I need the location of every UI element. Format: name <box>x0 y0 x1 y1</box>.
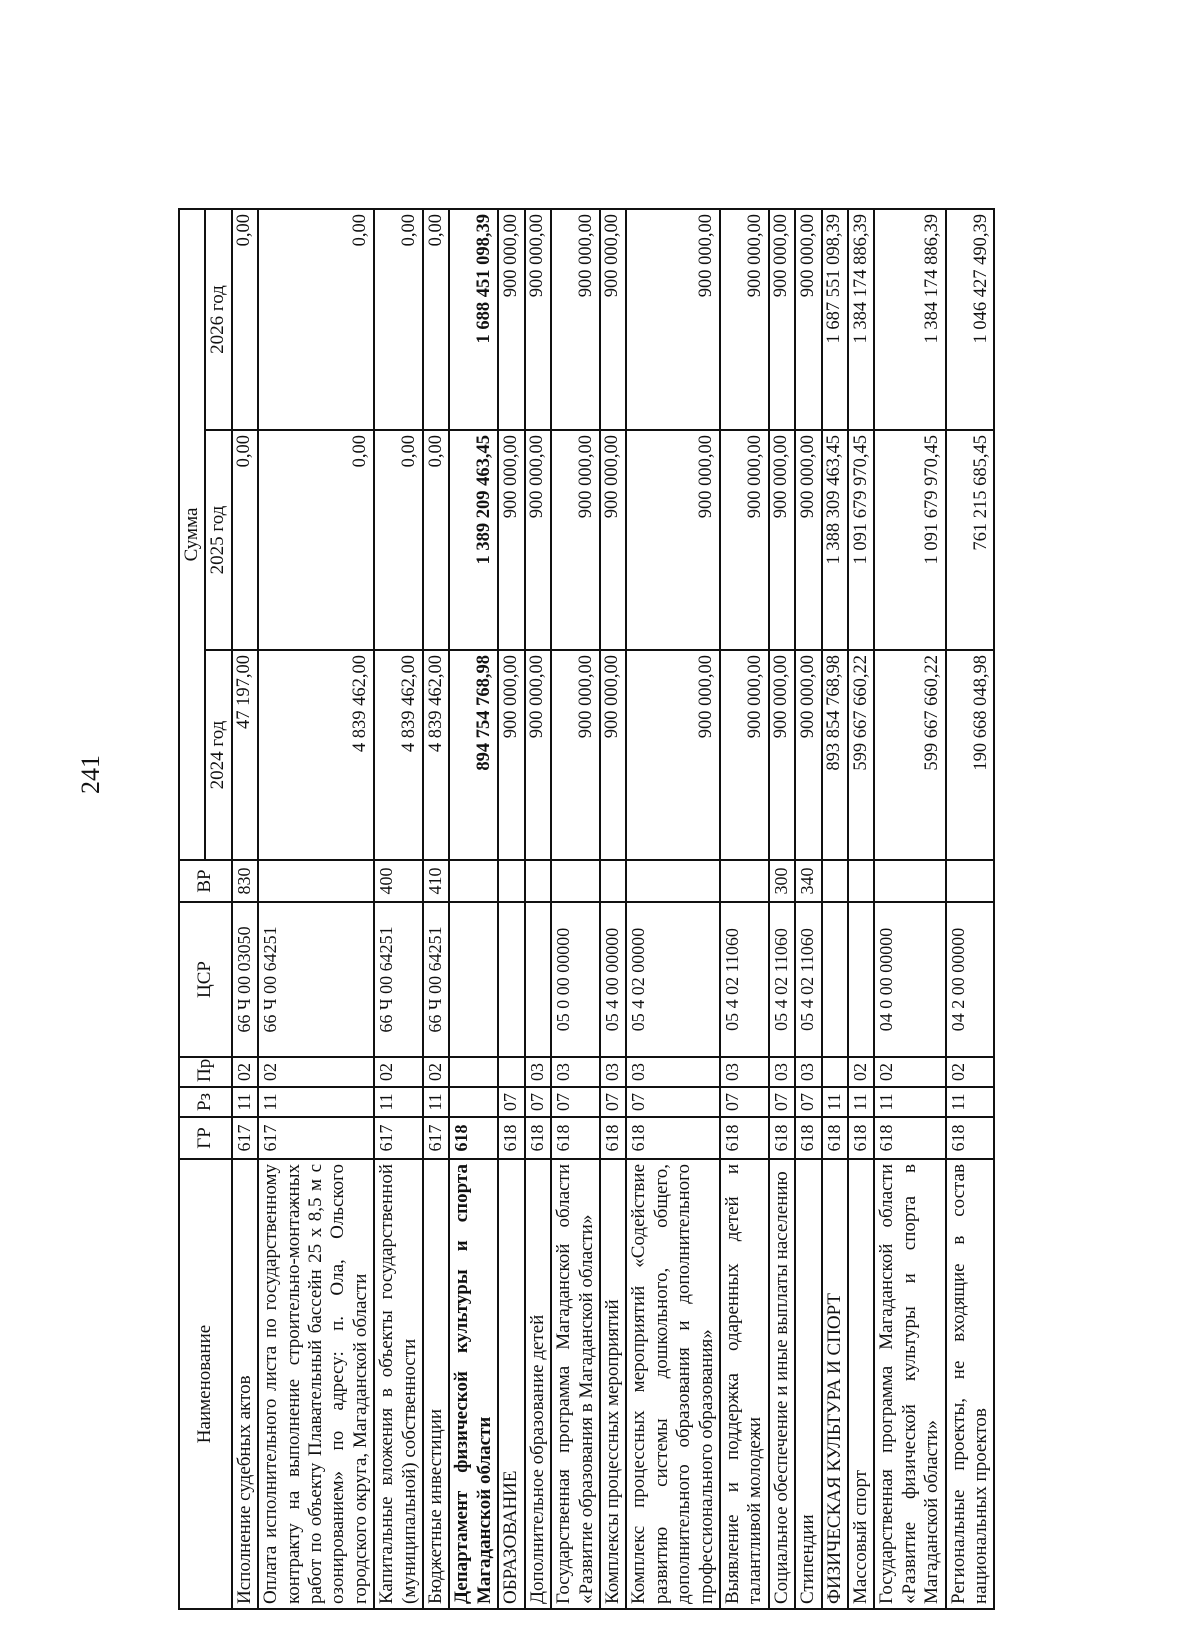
row-name: Государственная программа Магаданской области «Развитие физической культуры и спорта в Магаданской области» <box>874 1159 945 1609</box>
row-pr: 03 <box>795 1057 821 1087</box>
row-pr: 02 <box>423 1057 449 1087</box>
row-gr: 617 <box>258 1117 374 1159</box>
row-name: Оплата исполнительного листа по государственному контракту на выполнение строительно-монтажных работ по объекту Плавательный бассейн 25 х 8,5 м с озонированием» по адресу: п. Ола, Ольского городского округа, Магаданской области <box>258 1159 374 1609</box>
row-rz: 11 <box>232 1087 258 1117</box>
row-pr: 03 <box>720 1057 769 1087</box>
row-rz: 07 <box>551 1087 600 1117</box>
row-amount-2026: 900 000,00 <box>498 209 524 430</box>
table-row <box>795 209 821 1609</box>
header-gr: ГР <box>179 1117 232 1159</box>
row-rz: 11 <box>258 1087 374 1117</box>
row-amount-2026: 900 000,00 <box>795 209 821 430</box>
row-amount-2026: 900 000,00 <box>525 209 551 430</box>
row-vr: 410 <box>423 860 449 902</box>
row-csr <box>822 902 848 1057</box>
row-vr <box>551 860 600 902</box>
row-csr: 04 2 00 00000 <box>946 902 995 1057</box>
table-row <box>498 209 524 1609</box>
row-amount-2024: 4 839 462,00 <box>423 650 449 860</box>
row-amount-2026: 1 687 551 098,39 <box>822 209 848 430</box>
row-gr: 618 <box>848 1117 874 1159</box>
row-csr: 05 0 00 00000 <box>551 902 600 1057</box>
row-name: ОБРАЗОВАНИЕ <box>498 1159 524 1609</box>
row-amount-2026: 900 000,00 <box>600 209 626 430</box>
row-gr: 618 <box>551 1117 600 1159</box>
row-name: Государственная программа Магаданской области «Развитие образования в Магаданской области» <box>551 1159 600 1609</box>
row-amount-2026: 900 000,00 <box>720 209 769 430</box>
row-amount-2024: 4 839 462,00 <box>374 650 423 860</box>
row-pr <box>449 1057 498 1087</box>
row-pr: 02 <box>874 1057 945 1087</box>
row-gr: 618 <box>449 1117 498 1159</box>
row-amount-2026: 900 000,00 <box>626 209 720 430</box>
row-amount-2025: 761 215 685,45 <box>946 430 995 650</box>
row-csr: 05 4 02 00000 <box>626 902 720 1057</box>
row-vr <box>848 860 874 902</box>
table-row <box>374 209 423 1609</box>
row-amount-2026: 900 000,00 <box>769 209 795 430</box>
row-pr: 03 <box>600 1057 626 1087</box>
row-name: Бюджетные инвестиции <box>423 1159 449 1609</box>
row-amount-2025: 1 091 679 970,45 <box>874 430 945 650</box>
row-gr: 618 <box>946 1117 995 1159</box>
row-csr: 05 4 02 11060 <box>720 902 769 1057</box>
row-pr <box>822 1057 848 1087</box>
row-gr: 618 <box>498 1117 524 1159</box>
row-csr: 66 Ч 00 64251 <box>423 902 449 1057</box>
row-amount-2024: 190 668 048,98 <box>946 650 995 860</box>
row-csr <box>525 902 551 1057</box>
row-csr: 05 4 00 00000 <box>600 902 626 1057</box>
row-rz: 07 <box>795 1087 821 1117</box>
row-amount-2026: 900 000,00 <box>551 209 600 430</box>
row-gr: 618 <box>626 1117 720 1159</box>
row-amount-2026: 1 688 451 098,39 <box>449 209 498 430</box>
row-vr <box>946 860 995 902</box>
row-amount-2026: 1 384 174 886,39 <box>874 209 945 430</box>
row-pr <box>498 1057 524 1087</box>
row-gr: 618 <box>822 1117 848 1159</box>
row-pr: 03 <box>551 1057 600 1087</box>
row-vr: 340 <box>795 860 821 902</box>
budget-table <box>178 208 995 1610</box>
table-row <box>946 209 995 1609</box>
row-amount-2025: 0,00 <box>374 430 423 650</box>
row-csr <box>848 902 874 1057</box>
row-csr: 05 4 02 11060 <box>795 902 821 1057</box>
row-amount-2024: 893 854 768,98 <box>822 650 848 860</box>
row-amount-2025: 0,00 <box>232 430 258 650</box>
row-pr: 03 <box>626 1057 720 1087</box>
row-amount-2024: 900 000,00 <box>795 650 821 860</box>
row-rz: 07 <box>720 1087 769 1117</box>
table-row <box>525 209 551 1609</box>
row-vr <box>258 860 374 902</box>
row-gr: 618 <box>795 1117 821 1159</box>
row-rz: 07 <box>498 1087 524 1117</box>
header-name: Наименование <box>179 1159 232 1609</box>
row-rz: 11 <box>874 1087 945 1117</box>
table-row <box>258 209 374 1609</box>
row-vr: 830 <box>232 860 258 902</box>
table-row <box>874 209 945 1609</box>
row-name: Региональные проекты, не входящие в состав национальных проектов <box>946 1159 995 1609</box>
table-row <box>822 209 848 1609</box>
row-amount-2025: 0,00 <box>423 430 449 650</box>
row-gr: 618 <box>720 1117 769 1159</box>
header-pr: Пр <box>179 1057 232 1087</box>
row-rz: 11 <box>423 1087 449 1117</box>
row-amount-2024: 900 000,00 <box>498 650 524 860</box>
table-header <box>179 209 232 1609</box>
row-rz: 07 <box>525 1087 551 1117</box>
row-name: Исполнение судебных актов <box>232 1159 258 1609</box>
table-row <box>848 209 874 1609</box>
row-amount-2025: 900 000,00 <box>720 430 769 650</box>
table-row <box>626 209 720 1609</box>
row-pr: 03 <box>525 1057 551 1087</box>
row-amount-2024: 900 000,00 <box>525 650 551 860</box>
table-body <box>232 209 995 1609</box>
row-amount-2025: 1 389 209 463,45 <box>449 430 498 650</box>
row-rz: 07 <box>600 1087 626 1117</box>
row-amount-2025: 0,00 <box>258 430 374 650</box>
row-vr <box>822 860 848 902</box>
header-2026: 2026 год <box>205 209 231 430</box>
table-row <box>600 209 626 1609</box>
rotated-table-container <box>178 210 1038 1610</box>
row-amount-2026: 0,00 <box>374 209 423 430</box>
row-csr: 05 4 02 11060 <box>769 902 795 1057</box>
row-name: Комплекс процессных мероприятий «Содействие развитию системы дошкольного, общего, дополнительного образования и дополнительного профессионального образования» <box>626 1159 720 1609</box>
row-vr <box>626 860 720 902</box>
row-csr: 04 0 00 00000 <box>874 902 945 1057</box>
row-pr: 02 <box>374 1057 423 1087</box>
row-amount-2026: 1 384 174 886,39 <box>848 209 874 430</box>
header-sum: Сумма <box>179 209 205 860</box>
row-rz: 11 <box>374 1087 423 1117</box>
header-vr: ВР <box>179 860 232 902</box>
row-amount-2025: 900 000,00 <box>769 430 795 650</box>
row-amount-2025: 900 000,00 <box>626 430 720 650</box>
header-2025: 2025 год <box>205 430 231 650</box>
row-vr <box>600 860 626 902</box>
row-vr <box>525 860 551 902</box>
row-rz: 07 <box>626 1087 720 1117</box>
row-pr: 02 <box>848 1057 874 1087</box>
row-amount-2024: 599 667 660,22 <box>874 650 945 860</box>
row-amount-2026: 1 046 427 490,39 <box>946 209 995 430</box>
table-row <box>769 209 795 1609</box>
row-amount-2026: 0,00 <box>258 209 374 430</box>
table-row <box>423 209 449 1609</box>
row-amount-2024: 900 000,00 <box>600 650 626 860</box>
row-csr <box>498 902 524 1057</box>
row-amount-2024: 47 197,00 <box>232 650 258 860</box>
row-name: Дополнительное образование детей <box>525 1159 551 1609</box>
row-gr: 618 <box>525 1117 551 1159</box>
row-name: Социальное обеспечение и иные выплаты населению <box>769 1159 795 1609</box>
row-amount-2025: 900 000,00 <box>600 430 626 650</box>
row-vr <box>874 860 945 902</box>
row-name: Департамент физической культуры и спорта Магаданской области <box>449 1159 498 1609</box>
row-vr <box>449 860 498 902</box>
row-name: Комплексы процессных мероприятий <box>600 1159 626 1609</box>
row-gr: 617 <box>232 1117 258 1159</box>
row-amount-2025: 1 388 309 463,45 <box>822 430 848 650</box>
row-amount-2024: 900 000,00 <box>720 650 769 860</box>
row-name: Стипендии <box>795 1159 821 1609</box>
row-name: Выявление и поддержка одаренных детей и талантливой молодежи <box>720 1159 769 1609</box>
row-name: Капитальные вложения в объекты государственной (муниципальной) собственности <box>374 1159 423 1609</box>
row-rz: 07 <box>769 1087 795 1117</box>
row-pr: 02 <box>946 1057 995 1087</box>
row-csr: 66 Ч 00 64251 <box>374 902 423 1057</box>
row-pr: 02 <box>232 1057 258 1087</box>
table-row <box>449 209 498 1609</box>
row-gr: 618 <box>600 1117 626 1159</box>
row-amount-2025: 900 000,00 <box>525 430 551 650</box>
row-vr <box>720 860 769 902</box>
row-pr: 03 <box>769 1057 795 1087</box>
row-csr: 66 Ч 00 03050 <box>232 902 258 1057</box>
row-amount-2024: 900 000,00 <box>769 650 795 860</box>
row-amount-2025: 900 000,00 <box>551 430 600 650</box>
row-amount-2024: 894 754 768,98 <box>449 650 498 860</box>
row-amount-2025: 900 000,00 <box>795 430 821 650</box>
row-gr: 617 <box>374 1117 423 1159</box>
row-name: ФИЗИЧЕСКАЯ КУЛЬТУРА И СПОРТ <box>822 1159 848 1609</box>
row-amount-2024: 900 000,00 <box>551 650 600 860</box>
row-gr: 618 <box>874 1117 945 1159</box>
table-row <box>720 209 769 1609</box>
row-pr: 02 <box>258 1057 374 1087</box>
row-rz: 11 <box>946 1087 995 1117</box>
page-number: 241 <box>76 755 105 794</box>
header-2024: 2024 год <box>205 650 231 860</box>
row-csr: 66 Ч 00 64251 <box>258 902 374 1057</box>
row-vr: 300 <box>769 860 795 902</box>
table-row <box>232 209 258 1609</box>
table-row <box>551 209 600 1609</box>
row-amount-2026: 0,00 <box>423 209 449 430</box>
row-amount-2026: 0,00 <box>232 209 258 430</box>
row-name: Массовый спорт <box>848 1159 874 1609</box>
row-amount-2025: 1 091 679 970,45 <box>848 430 874 650</box>
row-gr: 618 <box>769 1117 795 1159</box>
row-gr: 617 <box>423 1117 449 1159</box>
row-vr <box>498 860 524 902</box>
row-amount-2024: 599 667 660,22 <box>848 650 874 860</box>
row-amount-2024: 4 839 462,00 <box>258 650 374 860</box>
row-rz: 11 <box>822 1087 848 1117</box>
header-rz: Рз <box>179 1087 232 1117</box>
row-rz <box>449 1087 498 1117</box>
row-csr <box>449 902 498 1057</box>
row-rz: 11 <box>848 1087 874 1117</box>
row-amount-2024: 900 000,00 <box>626 650 720 860</box>
row-vr: 400 <box>374 860 423 902</box>
header-csr: ЦСР <box>179 902 232 1057</box>
row-amount-2025: 900 000,00 <box>498 430 524 650</box>
